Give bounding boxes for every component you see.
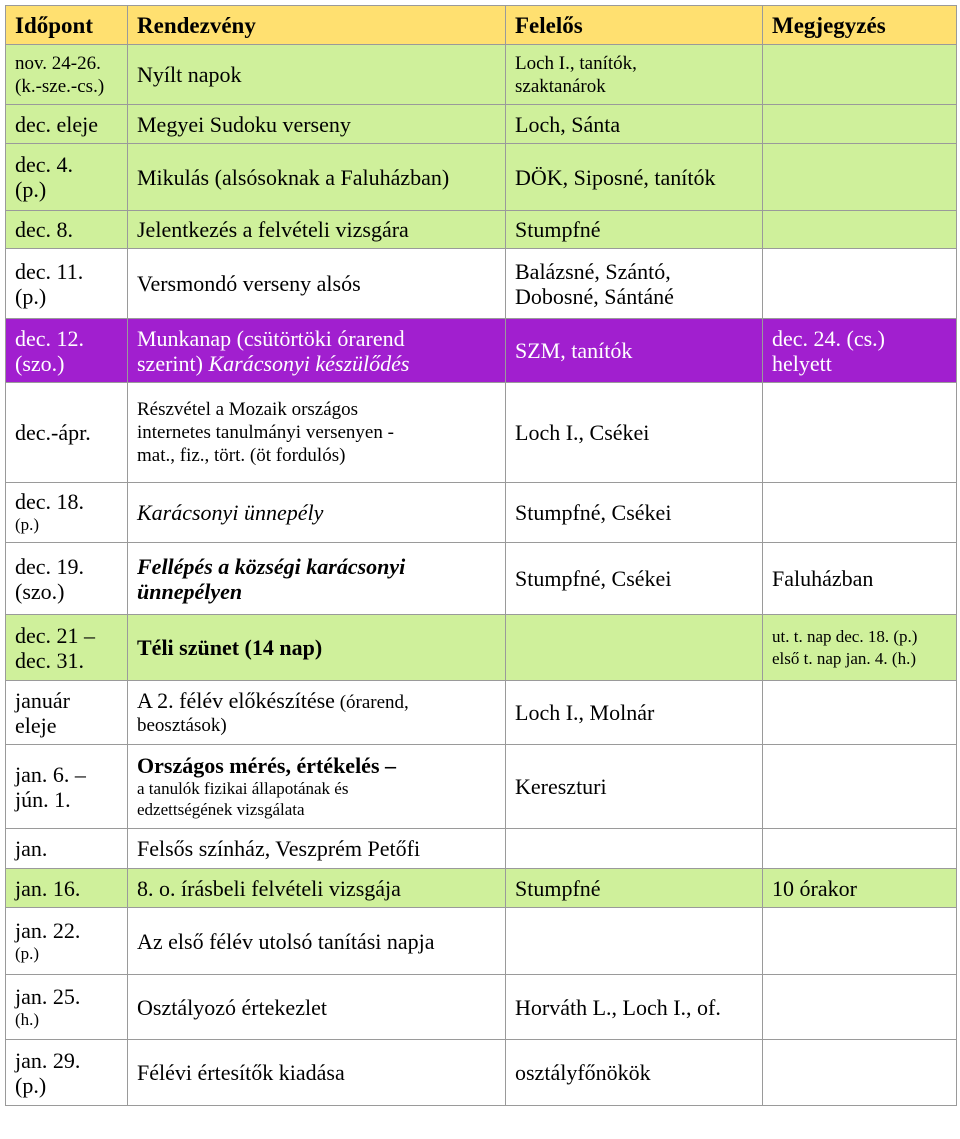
table-row — [6, 745, 957, 829]
row-responsible — [506, 829, 763, 869]
row-time: dec. 21 – dec. 31. — [6, 615, 128, 681]
row-event: Munkanap (csütörtöki órarend szerint) Karácsonyi készülődés — [128, 319, 506, 383]
table-row — [6, 681, 957, 745]
row-responsible: DÖK, Siposné, tanítók — [506, 144, 763, 211]
table-row — [6, 211, 957, 249]
header-note: Megjegyzés — [763, 6, 957, 45]
row-time: dec. 12. (szo.) — [6, 319, 128, 383]
row-note — [763, 1040, 957, 1106]
row-time: dec. eleje — [6, 105, 128, 144]
row-time: jan. — [6, 829, 128, 869]
row-note — [763, 105, 957, 144]
row-time: dec. 18. (p.) — [6, 483, 128, 543]
row-event: Részvétel a Mozaik országos internetes tanulmányi versenyen - mat., fiz., tört. (öt fordulós) — [128, 383, 506, 483]
table-row — [6, 908, 957, 975]
schedule-table — [5, 5, 957, 1106]
row-time: jan. 25. (h.) — [6, 975, 128, 1040]
row-time: jan. 29. (p.) — [6, 1040, 128, 1106]
row-note — [763, 45, 957, 105]
row-responsible — [506, 615, 763, 681]
table-row — [6, 869, 957, 908]
row-time: január eleje — [6, 681, 128, 745]
row-event: 8. o. írásbeli felvételi vizsgája — [128, 869, 506, 908]
header-event: Rendezvény — [128, 6, 506, 45]
row-time: jan. 6. – jún. 1. — [6, 745, 128, 829]
row-event: Országos mérés, értékelés – a tanulók fizikai állapotának és edzettségének vizsgálata — [128, 745, 506, 829]
row-time: jan. 22. (p.) — [6, 908, 128, 975]
row-note: 10 órakor — [763, 869, 957, 908]
row-note — [763, 908, 957, 975]
row-time: dec. 4. (p.) — [6, 144, 128, 211]
row-responsible: SZM, tanítók — [506, 319, 763, 383]
row-event: Karácsonyi ünnepély — [128, 483, 506, 543]
row-time: dec. 11. (p.) — [6, 249, 128, 319]
row-event: Versmondó verseny alsós — [128, 249, 506, 319]
row-time: dec. 8. — [6, 211, 128, 249]
table-row — [6, 249, 957, 319]
row-responsible: Stumpfné — [506, 869, 763, 908]
row-event: Felsős színház, Veszprém Petőfi — [128, 829, 506, 869]
row-note — [763, 211, 957, 249]
row-responsible: Kereszturi — [506, 745, 763, 829]
table-row — [6, 975, 957, 1040]
row-responsible: Loch, Sánta — [506, 105, 763, 144]
row-event: Nyílt napok — [128, 45, 506, 105]
row-responsible: Stumpfné, Csékei — [506, 483, 763, 543]
row-note — [763, 483, 957, 543]
row-event: Mikulás (alsósoknak a Faluházban) — [128, 144, 506, 211]
header-time: Időpont — [6, 6, 128, 45]
row-responsible: Balázsné, Szántó, Dobosné, Sántáné — [506, 249, 763, 319]
row-responsible — [506, 908, 763, 975]
table-row — [6, 319, 957, 383]
row-event: Téli szünet (14 nap) — [128, 615, 506, 681]
row-event: Félévi értesítők kiadása — [128, 1040, 506, 1106]
row-responsible: osztályfőnökök — [506, 1040, 763, 1106]
row-note — [763, 975, 957, 1040]
header-responsible: Felelős — [506, 6, 763, 45]
row-event: Megyei Sudoku verseny — [128, 105, 506, 144]
row-note: ut. t. nap dec. 18. (p.) első t. nap jan. 4. (h.) — [763, 615, 957, 681]
row-time: dec. 19. (szo.) — [6, 543, 128, 615]
row-responsible: Loch I., Csékei — [506, 383, 763, 483]
header-row — [6, 6, 957, 45]
row-responsible: Loch I., Molnár — [506, 681, 763, 745]
table-row — [6, 483, 957, 543]
table-row — [6, 615, 957, 681]
table-row — [6, 383, 957, 483]
row-responsible: Stumpfné — [506, 211, 763, 249]
row-event: Jelentkezés a felvételi vizsgára — [128, 211, 506, 249]
row-note — [763, 383, 957, 483]
row-event: Osztályozó értekezlet — [128, 975, 506, 1040]
row-note — [763, 144, 957, 211]
table-row — [6, 543, 957, 615]
table-row — [6, 829, 957, 869]
row-note — [763, 249, 957, 319]
row-note — [763, 681, 957, 745]
row-note: Faluházban — [763, 543, 957, 615]
table-row — [6, 1040, 957, 1106]
row-event: Az első félév utolsó tanítási napja — [128, 908, 506, 975]
row-note: dec. 24. (cs.) helyett — [763, 319, 957, 383]
row-responsible: Stumpfné, Csékei — [506, 543, 763, 615]
row-responsible: Horváth L., Loch I., of. — [506, 975, 763, 1040]
row-time: jan. 16. — [6, 869, 128, 908]
table-row — [6, 105, 957, 144]
row-note — [763, 829, 957, 869]
table-row — [6, 45, 957, 105]
row-time: dec.-ápr. — [6, 383, 128, 483]
table-row — [6, 144, 957, 211]
row-responsible: Loch I., tanítók, szaktanárok — [506, 45, 763, 105]
row-time: nov. 24-26. (k.-sze.-cs.) — [6, 45, 128, 105]
row-note — [763, 745, 957, 829]
row-event: Fellépés a községi karácsonyi ünnepélyen — [128, 543, 506, 615]
row-event: A 2. félév előkészítése (órarend, beosztások) — [128, 681, 506, 745]
